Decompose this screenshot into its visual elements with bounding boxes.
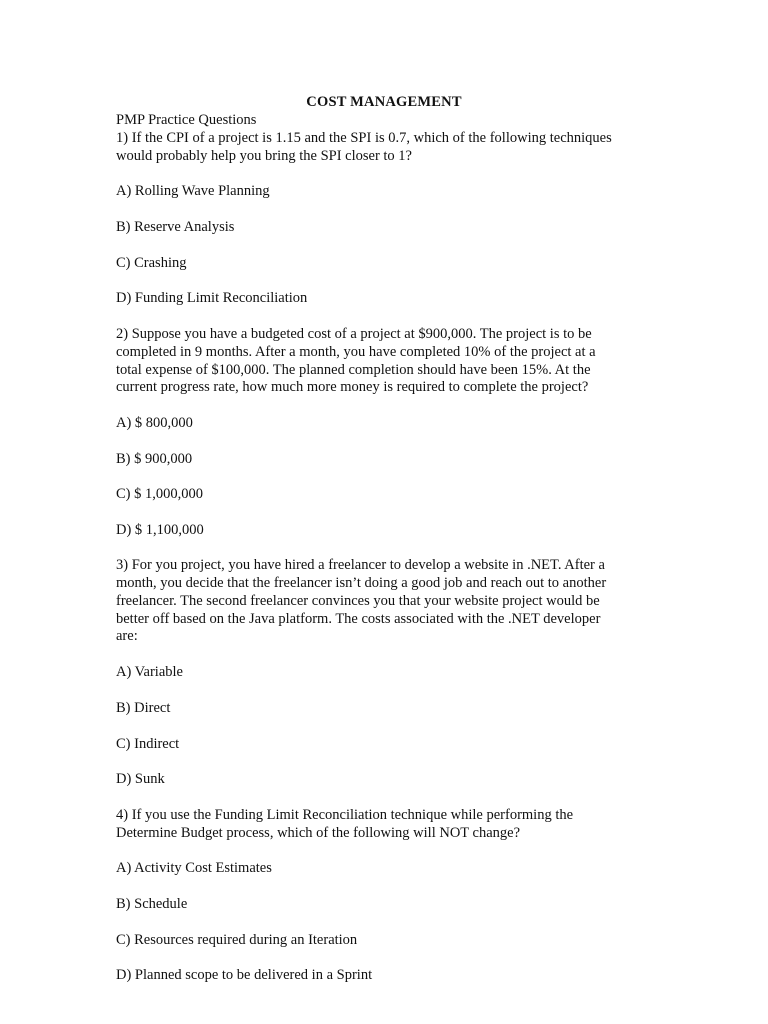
question-2-option-b: B) $ 900,000 (116, 451, 193, 467)
question-3-option-d: D) Sunk (116, 771, 165, 787)
question-1-option-a: A) Rolling Wave Planning (116, 183, 270, 199)
subtitle: PMP Practice Questions (116, 112, 257, 128)
question-3-stem-line-2: month, you decide that the freelancer isn’t doing a good job and reach out to another (116, 575, 607, 591)
question-2-option-a: A) $ 800,000 (116, 415, 193, 431)
question-2-option-c: C) $ 1,000,000 (116, 486, 203, 502)
question-4-option-d: D) Planned scope to be delivered in a Sprint (116, 967, 373, 983)
question-3-option-b: B) Direct (116, 700, 171, 716)
question-1-stem-line-2: would probably help you bring the SPI closer to 1? (116, 148, 412, 164)
question-2-stem-line-4: current progress rate, how much more money is required to complete the project? (116, 379, 589, 395)
question-3-stem-line-3: freelancer. The second freelancer convinces you that your website project would be (116, 593, 600, 609)
question-2-stem-line-3: total expense of $100,000. The planned completion should have been 15%. At the (116, 362, 591, 378)
question-2-stem-line-1: 2) Suppose you have a budgeted cost of a project at $900,000. The project is to be (116, 326, 592, 342)
question-3-option-a: A) Variable (116, 664, 183, 680)
question-1-option-b: B) Reserve Analysis (116, 219, 235, 235)
question-3-option-c: C) Indirect (116, 736, 180, 752)
question-4-stem-line-1: 4) If you use the Funding Limit Reconciliation technique while performing the (116, 807, 574, 823)
question-2-option-d: D) $ 1,100,000 (116, 522, 204, 538)
question-1-stem-line-1: 1) If the CPI of a project is 1.15 and the SPI is 0.7, which of the following techniques (116, 130, 612, 146)
question-4-option-b: B) Schedule (116, 896, 188, 912)
question-2-stem-line-2: completed in 9 months. After a month, you have completed 10% of the project at a (116, 344, 596, 360)
question-4-stem-line-2: Determine Budget process, which of the following will NOT change? (116, 825, 521, 841)
question-1-option-d: D) Funding Limit Reconciliation (116, 290, 308, 306)
question-4-option-c: C) Resources required during an Iteration (116, 932, 358, 948)
page-title: COST MANAGEMENT (306, 94, 462, 110)
question-1-option-c: C) Crashing (116, 255, 187, 271)
question-3-stem-line-4: better off based on the Java platform. The costs associated with the .NET developer (116, 611, 601, 627)
question-4-option-a: A) Activity Cost Estimates (116, 860, 272, 876)
question-3-stem-line-1: 3) For you project, you have hired a freelancer to develop a website in .NET. After a (116, 557, 605, 573)
question-3-stem-line-5: are: (116, 628, 138, 644)
